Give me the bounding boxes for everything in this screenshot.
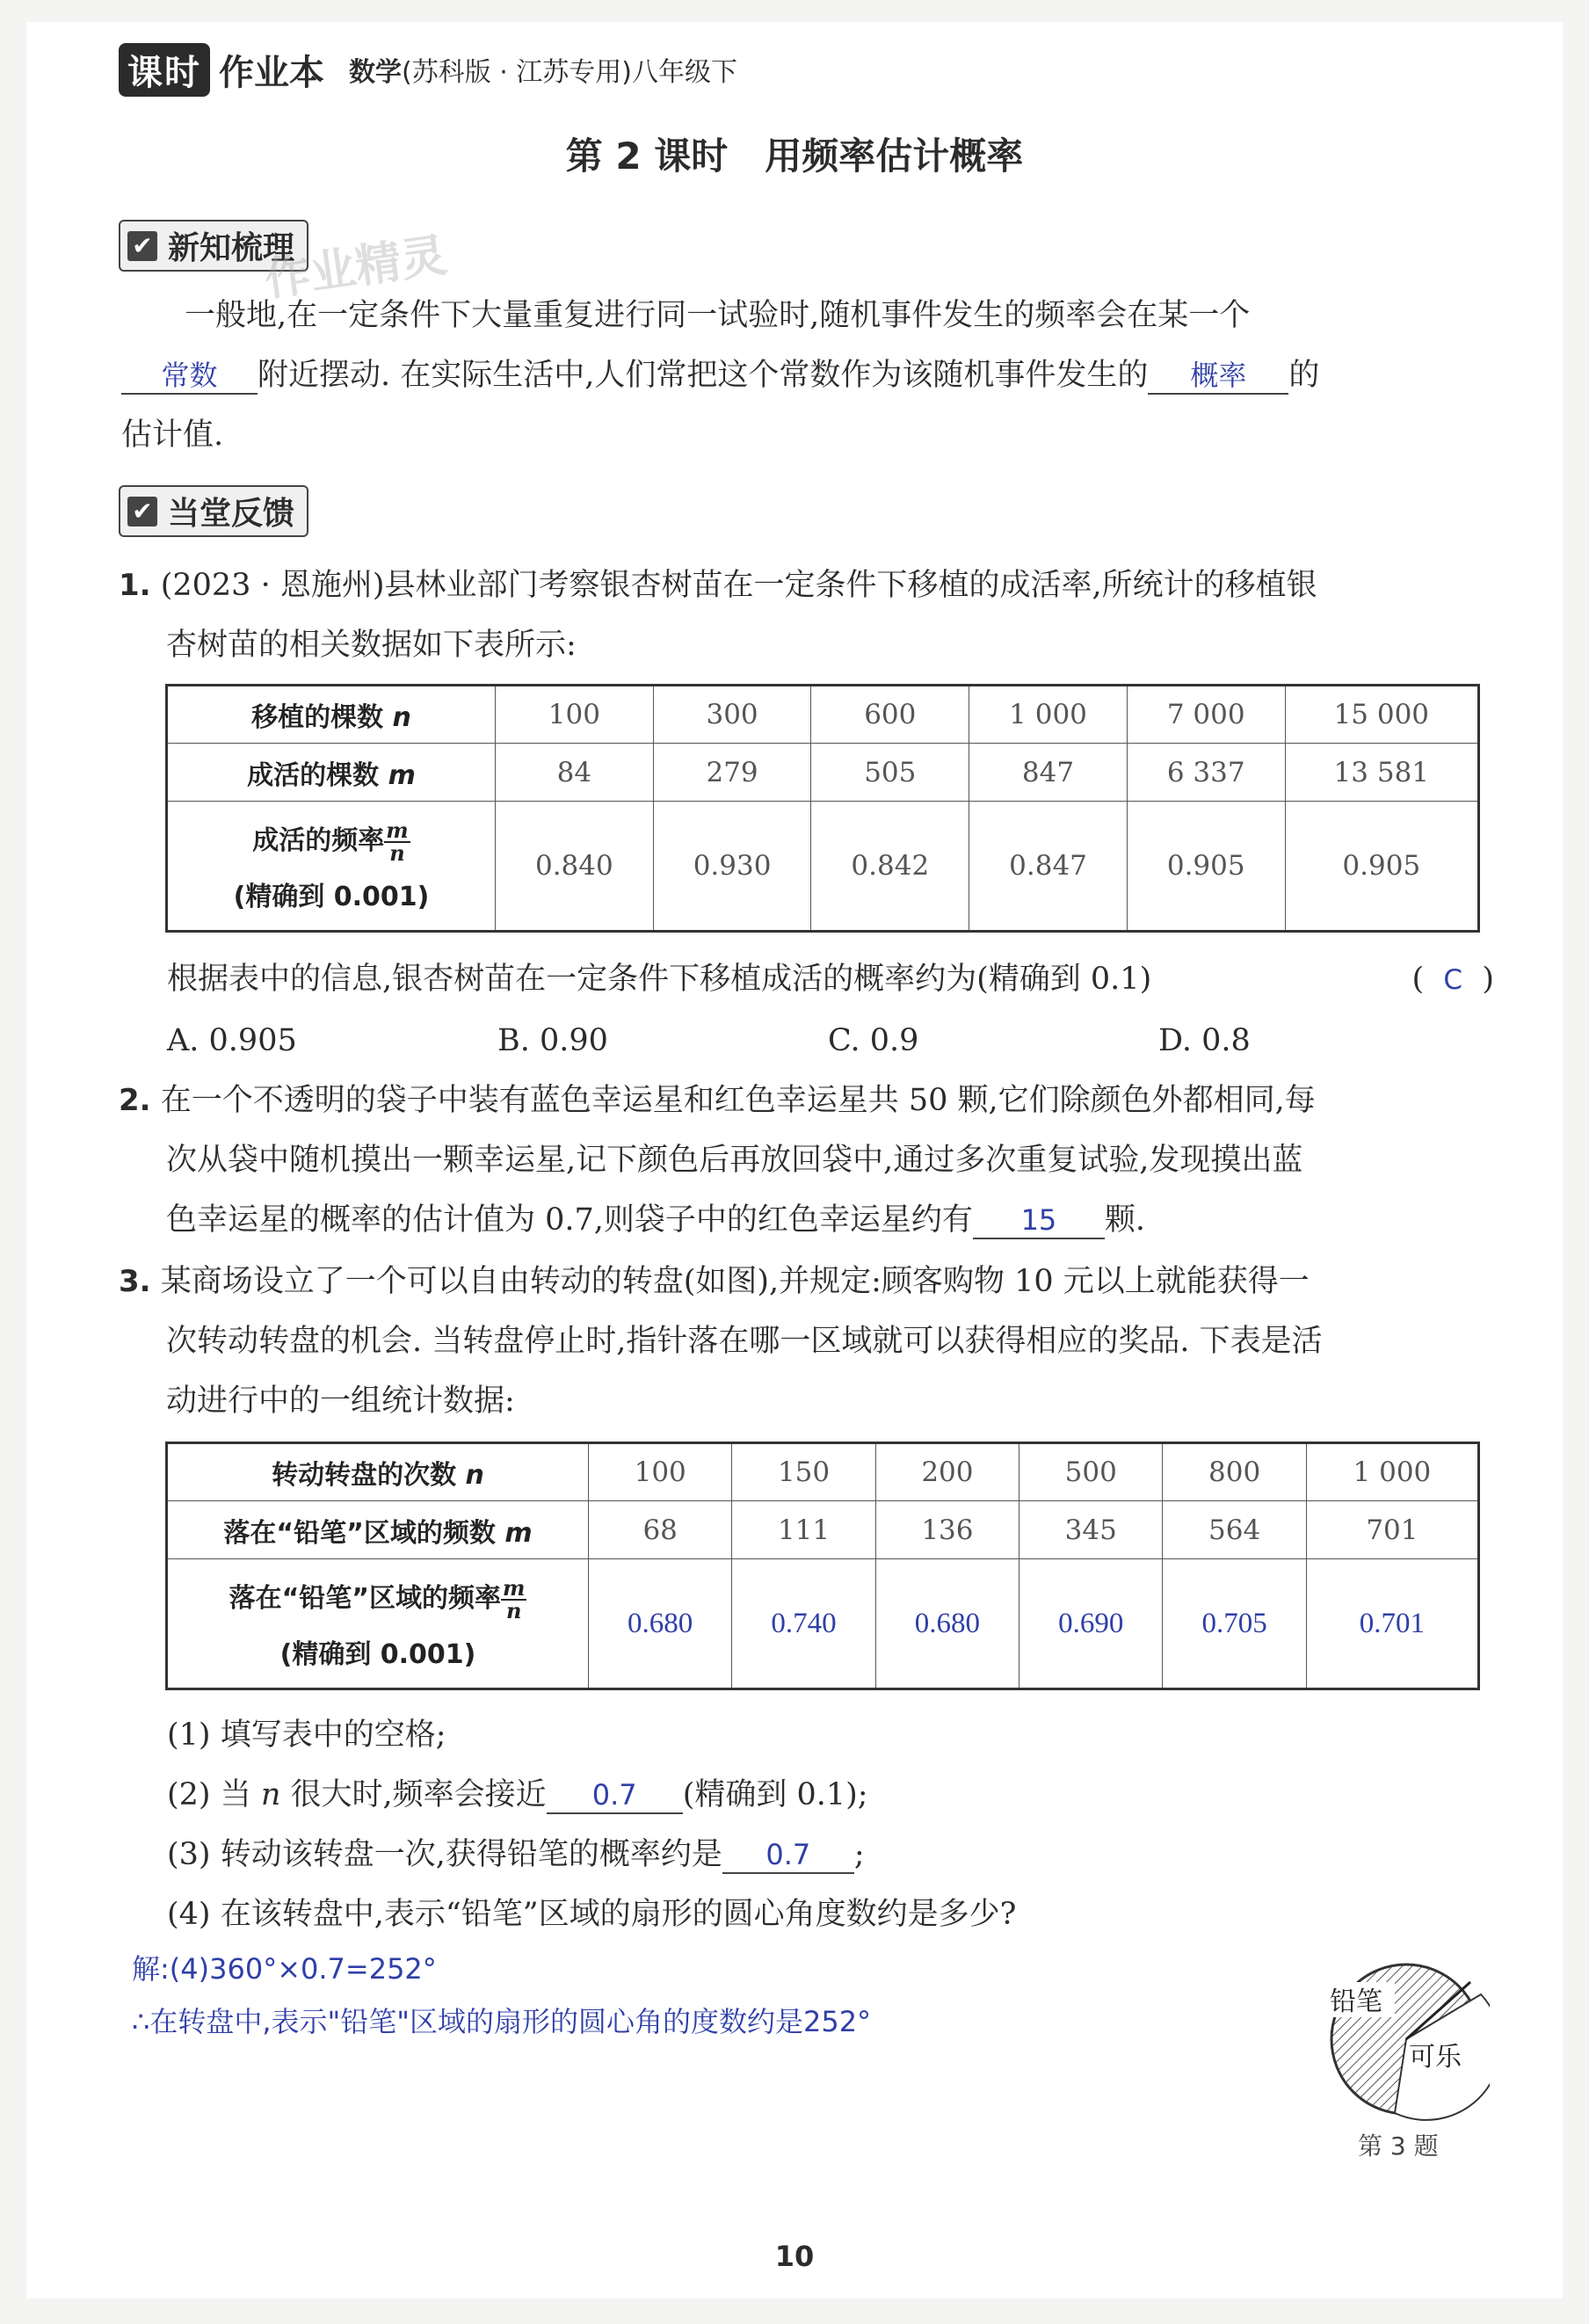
q1-question: 根据表中的信息,银杏树苗在一定条件下移植成活的概率约为(精确到 0.1) ( C ) (167, 962, 1494, 997)
logo: 课时 (119, 43, 210, 97)
question-3: 3. 某商场设立了一个可以自由转动的转盘(如图),并规定:顾客购物 10 元以上就能获得一 次转动转盘的机会. 当转盘停止时,指针落在哪一区域就可以获得相应的奖品. 下表是活 动进行中的一组统计数据: (119, 1264, 1323, 1419)
table-row: 成活的棵数 m 84 279 505 847 6 337 13 581 (167, 744, 1479, 802)
book-name: 作业本 (219, 52, 324, 93)
table-q3 (165, 1442, 1480, 1690)
table-row: 成活的频率 $\frac{m}{n}$ (精确到 0.001) 0.840 0.930 0.842 0.847 0.905 0.905 (167, 802, 1479, 932)
question-1: 1. (2023 · 恩施州)县林业部门考察银杏树苗在一定条件下移植的成活率,所统计的移植银 杏树苗的相关数据如下表所示: (119, 568, 1317, 663)
section1-text: 一般地,在一定条件下大量重复进行同一试验时,随机事件发生的频率会在某一个 常数 附近摆动. 在实际生活中,人们常把这个常数作为该随机事件发生的 概率 的 估计值. (121, 298, 1320, 453)
table-row: 落在“铅笔”区域的频率 $\frac{m}{n}$ (精确到 0.001) 0.680 0.740 0.680 0.690 0.705 0.701 (167, 1559, 1479, 1689)
label-cola: 可乐 (1409, 2042, 1462, 2073)
q3-sub3-answer: 0.7 (722, 1837, 854, 1874)
page-number: 10 (774, 2240, 815, 2273)
q2-answer: 15 (973, 1202, 1105, 1239)
blank-constant: 常数 (121, 358, 258, 395)
page-title: 第 2 课时 用频率估计概率 (565, 134, 1024, 178)
q1-options (167, 1011, 1503, 1071)
spinner-figure (1323, 1956, 1490, 2123)
check-icon: ✔ (127, 231, 157, 261)
watermark: 作业精灵 (261, 229, 450, 308)
label-pencil: 铅笔 (1330, 1986, 1382, 2017)
section-xinzhi: ✔ 新知梳理 (119, 220, 308, 272)
table-row: 落在“铅笔”区域的频数 m 68 111 136 345 564 701 (167, 1501, 1479, 1559)
section-dangtang: ✔ 当堂反馈 (119, 485, 308, 537)
table-row: 转动转盘的次数 n 100 150 200 500 800 1 000 (167, 1443, 1479, 1501)
option-a: A. 0.905 (167, 1023, 297, 1058)
q1-answer: C (1443, 964, 1463, 996)
figure-caption: 第 3 题 (1358, 2132, 1439, 2161)
q3-subquestions: (1) 填写表中的空格; (2) 当 n 很大时,频率会接近 0.7 (精确到 0.1); (3) 转动该转盘一次,获得铅笔的概率约是 0.7 ; (4) 在该转盘中,表示“铅笔”区域的扇形的圆心角度数约是多少? (167, 1718, 1017, 1932)
header-subject: 数学(苏科版 · 江苏专用)八年级下 (349, 57, 738, 88)
question-2: 2. 在一个不透明的袋子中装有蓝色幸运星和红色幸运星共 50 颗,它们除颜色外都相同,每 次从袋中随机摸出一颗幸运星,记下颜色后再放回袋中,通过多次重复试验,发现摸出蓝 色幸运星的概率的估计值为 0.7,则袋子中的红色幸运星约有 15 颗. (119, 1083, 1316, 1238)
q3-sub2-answer: 0.7 (547, 1777, 683, 1814)
option-c: C. 0.9 (828, 1023, 919, 1058)
check-icon: ✔ (127, 497, 157, 527)
spinner-wheel (1323, 1956, 1490, 2123)
option-b: B. 0.90 (497, 1023, 608, 1058)
table-row: 移植的棵数 n 100 300 600 1 000 7 000 15 000 (167, 686, 1479, 744)
q3-solution: 解:(4)360°×0.7=252° ∴在转盘中,表示"铅笔"区域的扇形的圆心角的度数约是252° (132, 1952, 872, 2038)
blank-probability: 概率 (1148, 358, 1288, 395)
option-d: D. 0.8 (1158, 1023, 1251, 1058)
table-q1 (165, 684, 1480, 933)
header (119, 44, 737, 95)
